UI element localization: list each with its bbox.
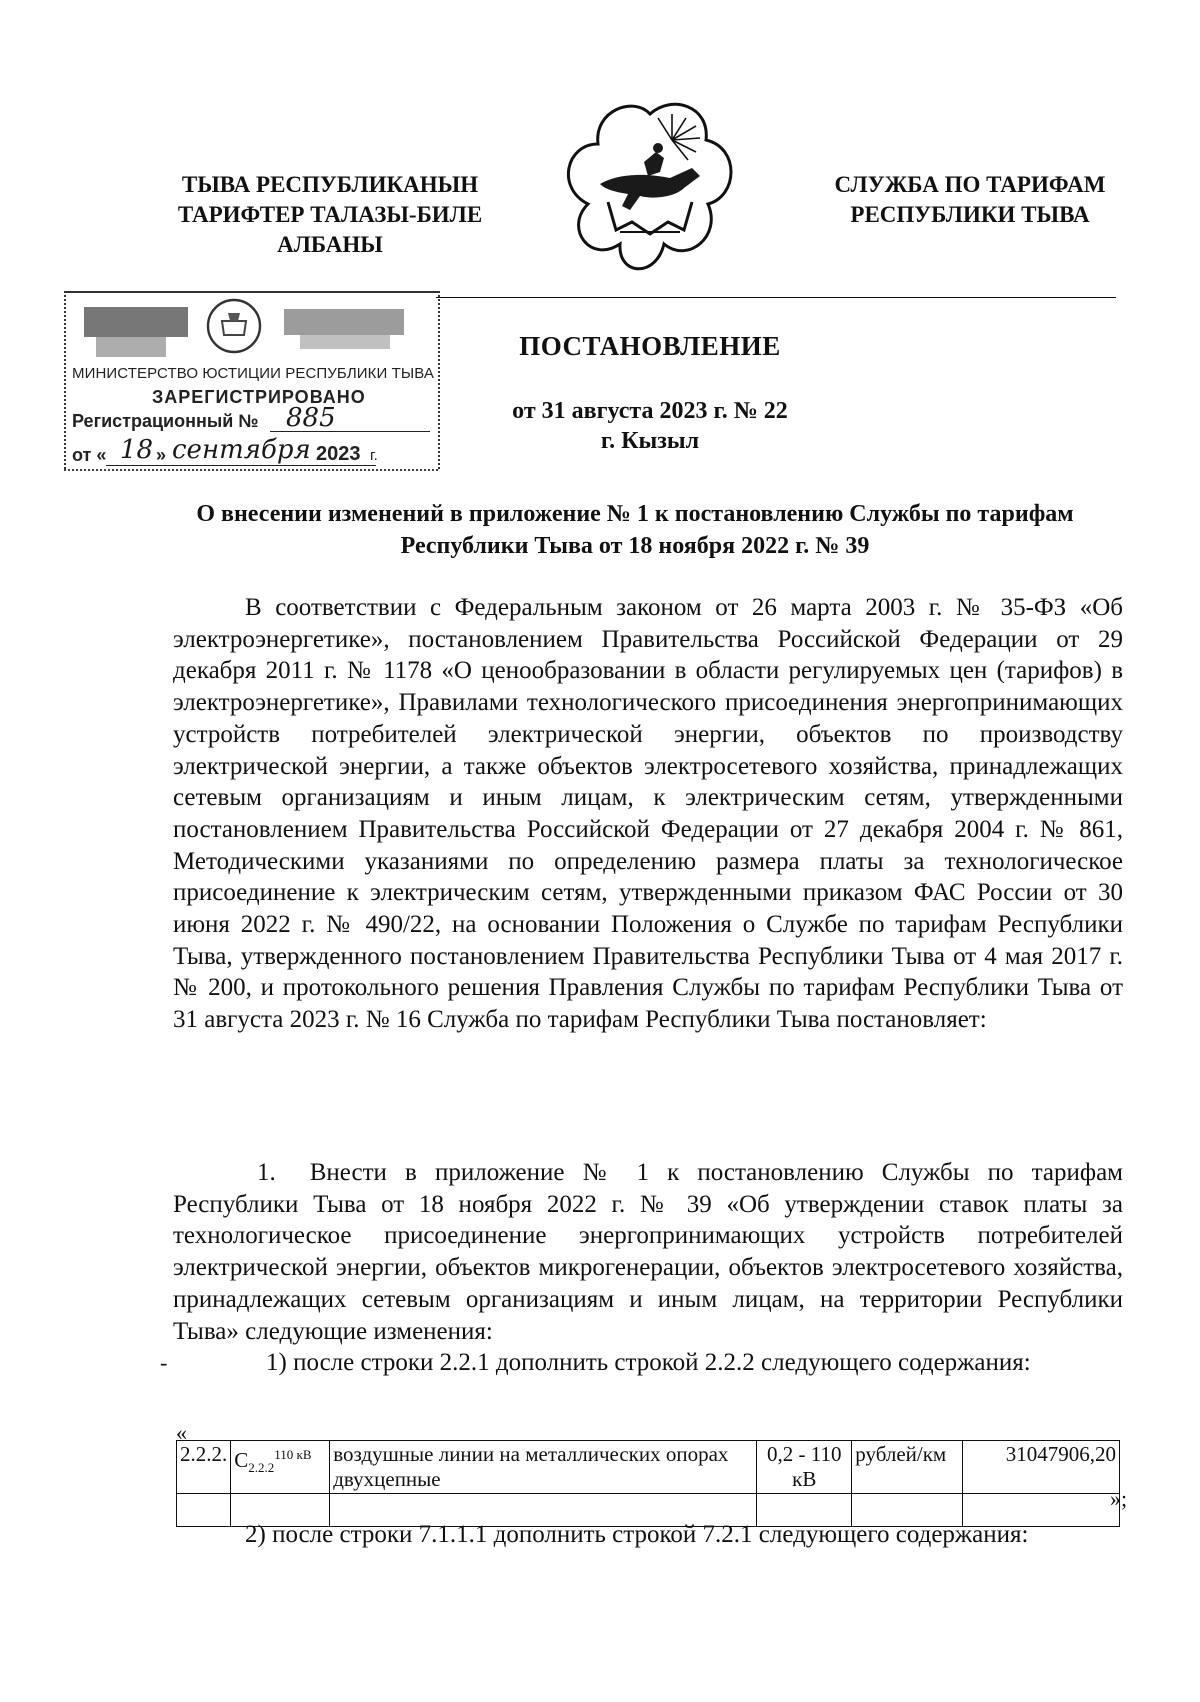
margin-mark: -	[160, 1350, 168, 1375]
date-underline	[106, 465, 376, 466]
subitem-2	[173, 1519, 1123, 1551]
stamp-reg-label: Регистрационный №	[72, 411, 259, 431]
symbol-sub: 2.2.2	[248, 1460, 275, 1476]
header-right-org	[820, 170, 1120, 230]
stamp-date-prefix: от «	[72, 445, 107, 465]
stamp-date-year: 2023	[316, 443, 361, 465]
stamp-reg-number: 885	[286, 403, 336, 433]
header-divider	[436, 297, 1116, 298]
stamp-registered: ЗАРЕГИСТРИРОВАНО	[152, 387, 366, 407]
document-city: г. Кызыл	[600, 428, 700, 454]
preamble-text: В соответствии с Федеральным законом от 26 марта 2003 г. № 35-ФЗ «Об электроэнергетике», постановлением Правительства Российской Федерации от 29 декабря 2011 г. № 1178 «О ценообразовании в области регулируемых цен (тарифов) в электроэнергетике», Правилами технологического присоединения энергопринимающих устройств потребителей электрической энергии, объектов по производству электрической энергии, а также объектов электросетевого хозяйства, принадлежащих сетевым организациям и иным лицам, к электрическим сетям, утвержденными постановлением Правительства Российской Федерации от 27 декабря 2004 г. № 861, Методическими указаниями по определению размера платы за технологическое присоединение к электрическим сетям, утвержденными приказом ФАС России от 30 июня 2022 г. № 490/22, на основании Положения о Службе по тарифам Республики Тыва, утвержденного постановлением Правительства Республики Тыва от 4 мая 2017 г. № 200, и протокольного решения Правления Службы по тарифам Республики Тыва от 31 августа 2023 г. № 16 Служба по тарифам Республики Тыва постановляет:	[173, 594, 1123, 1034]
cell-voltage: 0,2 - 110 кВ	[757, 1441, 852, 1494]
title-block	[440, 330, 860, 456]
tariff-table	[176, 1440, 1120, 1527]
stamp-blot	[300, 335, 390, 349]
document-subject: О внесении изменений в приложение № 1 к постановлению Службы по тарифам Республики Тыва от 18 ноября 2022 г. № 39	[196, 501, 1074, 559]
symbol-base: C	[234, 1448, 249, 1472]
registration-stamp	[64, 287, 438, 478]
header-right-line: СЛУЖБА ПО ТАРИФАМ	[834, 172, 1106, 197]
stamp-blot	[96, 337, 166, 357]
cell-description: воздушные линии на металлических опорах двухцепные	[330, 1441, 757, 1494]
stamp-blot	[284, 309, 404, 335]
stamp-date-day: 18	[120, 435, 154, 465]
header-left-line: АЛБАНЫ	[277, 232, 383, 257]
header-right-line: РЕСПУБЛИКИ ТЫВА	[850, 202, 1090, 227]
stamp-bottom-border	[64, 469, 438, 471]
item-1-text: Внести в приложение № 1 к постановлению Службы по тарифам Республики Тыва от 18 ноября 2022 г. № 39 «Об утверждении ставок платы за технологическое присоединение энергопринимающих устройств потребителей электрической энергии, объектов микрогенерации, объектов электросетевого хозяйства, принадлежащих сетевым организациям и иным лицам, на территории Республики Тыва» следующие изменения:	[173, 1159, 1123, 1345]
header-left-org	[150, 170, 510, 260]
document-title: ПОСТАНОВЛЕНИЕ	[519, 331, 781, 361]
stamp-date-month: сентября	[172, 435, 311, 465]
document-date-number: от 31 августа 2023 г. № 22	[512, 398, 788, 424]
quote-close: »;	[1110, 1486, 1128, 1511]
cell-symbol	[231, 1441, 330, 1494]
table-row	[177, 1441, 1120, 1494]
quote-open: «	[176, 1420, 187, 1445]
preamble-paragraph	[173, 592, 1123, 1036]
header-left-line: ТЫВА РЕСПУБЛИКАНЫН	[181, 172, 479, 197]
symbol-sup: 110 кВ	[274, 1447, 312, 1462]
header-left-line: ТАРИФТЕР ТАЛАЗЫ-БИЛЕ	[177, 202, 483, 227]
stamp-date-suffix: г.	[370, 447, 378, 464]
coat-of-arms-icon	[560, 92, 740, 282]
reg-number-underline	[270, 431, 430, 432]
cell-value: 31047906,20	[963, 1441, 1120, 1494]
cell-unit: рублей/км	[852, 1441, 963, 1494]
item-1-number: 1.	[257, 1159, 276, 1186]
item-1-paragraph	[173, 1157, 1123, 1347]
stamp-ministry: МИНИСТЕРСТВО ЮСТИЦИИ РЕСПУБЛИКИ ТЫВА	[72, 365, 435, 382]
stamp-blot	[84, 307, 188, 337]
stamp-date-mid: »	[156, 445, 167, 465]
stamp-emblem-icon	[204, 297, 264, 355]
cell-code: 2.2.2.	[177, 1441, 231, 1494]
subitem-2-text: 2) после строки 7.1.1.1 дополнить строкой 7.2.1 следующего содержания:	[245, 1521, 1029, 1548]
subitem-1: 1) после строки 2.2.1 дополнить строкой 2.2.2 следующего содержания:	[266, 1349, 1031, 1376]
